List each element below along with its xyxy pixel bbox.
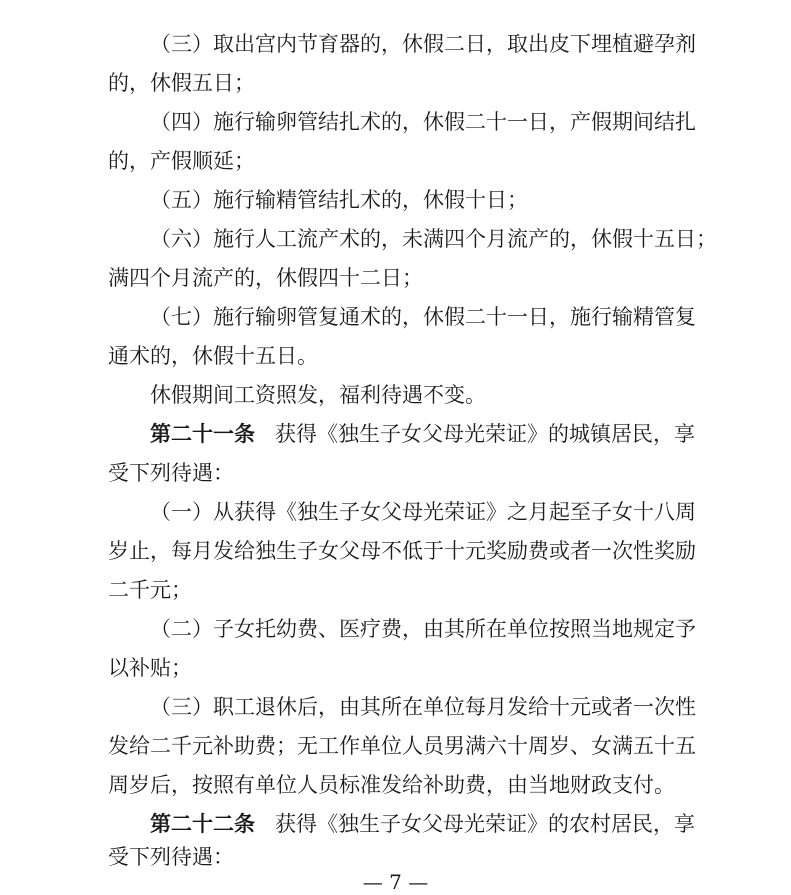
text-line: （四）施行输卵管结扎术的，休假二十一日，产假期间结扎 (150, 110, 696, 134)
page-number: — 7 — (362, 870, 429, 894)
text-line: 岁止，每月发给独生子女父母不低于十元奖励费或者一次性奖励 (108, 539, 696, 563)
text-line: 满四个月流产的，休假四十二日； (108, 266, 423, 290)
article-text: 获得《独生子女父母光荣证》的城镇居民，享 (275, 422, 695, 446)
text-line: 的，休假五日； (108, 71, 255, 95)
text-line: （七）施行输卵管复通术的，休假二十一日，施行输精管复 (150, 305, 696, 329)
text-line: 受下列待遇： (108, 845, 234, 869)
article-line (150, 422, 693, 446)
text-line: 发给二千元补助费；无工作单位人员男满六十周岁、女满五十五 (108, 734, 696, 758)
text-line: 休假期间工资照发，福利待遇不变。 (150, 383, 486, 407)
text-line: 周岁后，按照有单位人员标准发给补助费，由当地财政支付。 (108, 773, 675, 797)
text-line: （三）取出宫内节育器的，休假二日，取出皮下埋植避孕剂 (150, 32, 696, 56)
article-heading: 第二十一条 (150, 421, 255, 446)
text-line: （一）从获得《独生子女父母光荣证》之月起至子女十八周 (150, 500, 696, 524)
text-line: 通术的，休假十五日。 (108, 344, 318, 368)
article-line (150, 812, 693, 836)
text-line: 的，产假顺延； (108, 149, 255, 173)
text-line: 以补贴； (108, 656, 192, 680)
article-heading: 第二十二条 (150, 811, 255, 836)
text-line: （三）职工退休后，由其所在单位每月发给十元或者一次性 (150, 695, 696, 719)
article-text: 获得《独生子女父母光荣证》的农村居民，享 (275, 812, 695, 836)
text-line: （二）子女托幼费、医疗费，由其所在单位按照当地规定予 (150, 617, 696, 641)
text-line: （六）施行人工流产术的，未满四个月流产的，休假十五日； (150, 227, 717, 251)
text-line: 受下列待遇： (108, 461, 234, 485)
text-line: （五）施行输精管结扎术的，休假十日； (150, 188, 528, 212)
text-line: 二千元； (108, 578, 192, 602)
